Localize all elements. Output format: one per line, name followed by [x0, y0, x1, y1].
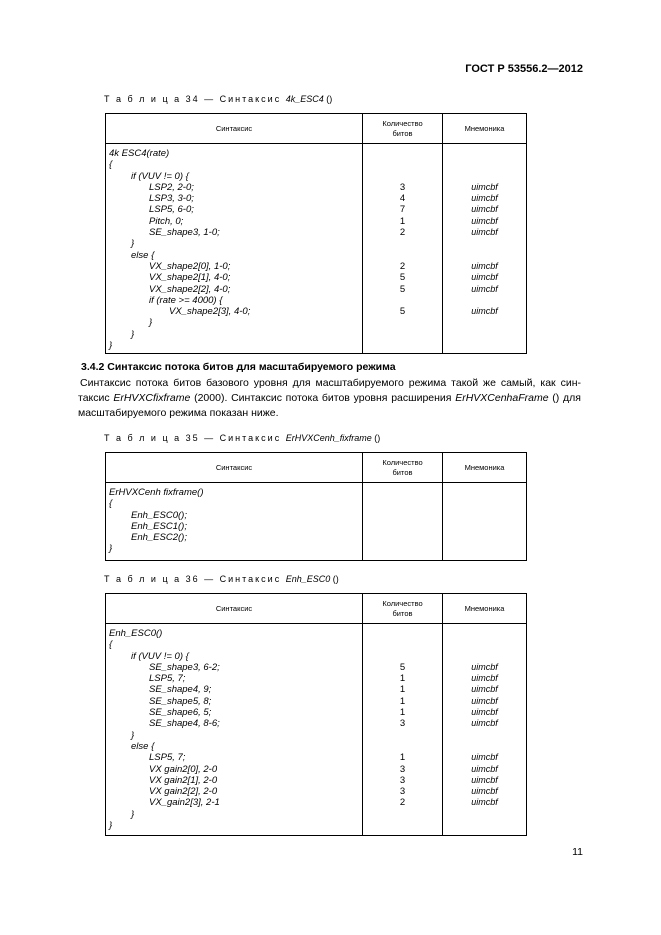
- mnemonic-value: uimcbf: [471, 260, 498, 271]
- bits-value: 3: [399, 763, 406, 775]
- bits-value: [363, 820, 442, 831]
- caption-suffix: (): [330, 574, 339, 584]
- caption-suffix: (): [371, 433, 381, 443]
- mnemonic-value: [443, 651, 526, 662]
- bits-value: 1: [399, 673, 406, 685]
- bits-value: [363, 250, 442, 261]
- bits-cell: [363, 483, 443, 561]
- mnemonic-value: uimcbf: [471, 673, 498, 684]
- mnemonic-value: uimcbf: [471, 181, 498, 192]
- bits-value: [363, 628, 442, 639]
- section-paragraph: [78, 376, 581, 421]
- bits-value: [363, 651, 442, 662]
- mnemonic-value: uimcbf: [471, 272, 498, 283]
- mnemonic-value: uimcbf: [471, 763, 498, 774]
- syntax-line: SE_shape4, 8-6;: [149, 718, 220, 730]
- bits-value: [363, 498, 442, 509]
- mnemonic-value: [443, 487, 526, 498]
- col-bits: Количество битов: [363, 114, 443, 144]
- syntax-line: VX_shape2[1], 4-0;: [149, 272, 231, 284]
- syntax-line: VX gain2[1], 2-0: [149, 774, 218, 786]
- para-term: ErHVXCfixframe: [113, 392, 191, 404]
- bits-value: [363, 340, 442, 351]
- mnemonic-value: uimcbf: [471, 786, 498, 797]
- bits-value: 3: [399, 181, 406, 193]
- bits-value: 1: [399, 695, 406, 707]
- syntax-line: if (rate >= 4000) {: [149, 294, 223, 306]
- caption-suffix: (): [323, 94, 333, 104]
- mnemonic-cell: [443, 144, 527, 354]
- syntax-line: }: [131, 328, 135, 340]
- mnemonic-value: uimcbf: [471, 227, 498, 238]
- bits-value: [363, 329, 442, 340]
- bits-value: [363, 730, 442, 741]
- col-mnemonic: Мнемоника: [443, 453, 527, 483]
- caption-prefix: Т а б л и ц а 35 — Синтаксис: [104, 433, 286, 443]
- bits-value: 4: [399, 193, 406, 205]
- mnemonic-value: uimcbf: [471, 661, 498, 672]
- caption-name: Enh_ESC0: [285, 574, 331, 584]
- caption-prefix: Т а б л и ц а 34 — Синтаксис: [104, 94, 286, 104]
- bits-value: 5: [399, 283, 406, 295]
- syntax-line: }: [109, 820, 113, 832]
- section-heading: 3.4.2 Синтаксис потока битов для масштабируемого режима: [81, 361, 396, 373]
- caption-prefix: Т а б л и ц а 36 — Синтаксис: [104, 574, 286, 584]
- mnemonic-value: [443, 317, 526, 328]
- page-number: 11: [572, 846, 583, 858]
- mnemonic-value: [443, 159, 526, 170]
- caption-name: 4k_ESC4: [285, 94, 324, 104]
- col-mnemonic: Мнемоника: [443, 594, 527, 624]
- para-text: () для масштабируемого режима показан ниже.: [78, 392, 581, 419]
- syntax-line: VX_shape2[0], 1-0;: [149, 260, 231, 272]
- mnemonic-value: [443, 543, 526, 554]
- table35-caption: [104, 433, 380, 443]
- mnemonic-value: [443, 820, 526, 831]
- syntax-line: VX_shape2[3], 4-0;: [169, 306, 251, 318]
- col-bits: Количество битов: [363, 453, 443, 483]
- syntax-line: SE_shape3, 6-2;: [149, 661, 220, 673]
- syntax-line: SE_shape6, 5;: [149, 707, 212, 719]
- mnemonic-value: [443, 532, 526, 543]
- table-34: [105, 113, 527, 354]
- bits-value: [363, 741, 442, 752]
- syntax-line: Enh_ESC2();: [131, 532, 187, 544]
- caption-name: ErHVXCenh_fixframe: [285, 433, 372, 443]
- bits-value: [363, 510, 442, 521]
- syntax-line: SE_shape4, 9;: [149, 684, 212, 696]
- mnemonic-value: [443, 238, 526, 249]
- syntax-cell: [106, 483, 363, 561]
- bits-value: 3: [399, 718, 406, 730]
- syntax-line: {: [109, 639, 113, 651]
- bits-value: 7: [399, 204, 406, 216]
- syntax-cell: [106, 624, 363, 836]
- syntax-line: if (VUV != 0) {: [131, 170, 189, 182]
- mnemonic-value: uimcbf: [471, 774, 498, 785]
- bits-value: [363, 148, 442, 159]
- syntax-line: VX gain2[2], 2-0: [149, 786, 218, 798]
- syntax-line: }: [109, 340, 113, 352]
- syntax-line: LSP5, 6-0;: [149, 204, 194, 216]
- syntax-line: else {: [131, 740, 155, 752]
- mnemonic-value: [443, 295, 526, 306]
- syntax-line: if (VUV != 0) {: [131, 650, 189, 662]
- bits-value: 1: [399, 215, 406, 227]
- mnemonic-value: uimcbf: [471, 193, 498, 204]
- syntax-line: VX_gain2[3], 2-1: [149, 797, 220, 809]
- syntax-line: VX_shape2[2], 4-0;: [149, 283, 231, 295]
- bits-cell: [363, 624, 443, 836]
- bits-value: 1: [399, 684, 406, 696]
- col-mnemonic: Мнемоника: [443, 114, 527, 144]
- syntax-line: else {: [131, 249, 155, 261]
- mnemonic-value: uimcbf: [471, 283, 498, 294]
- document-number: ГОСТ Р 53556.2—2012: [465, 63, 583, 75]
- syntax-line: VX gain2[0], 2-0: [149, 763, 218, 775]
- syntax-cell: [106, 144, 363, 354]
- bits-value: [363, 171, 442, 182]
- mnemonic-value: uimcbf: [471, 306, 498, 317]
- bits-value: [363, 487, 442, 498]
- mnemonic-value: [443, 329, 526, 340]
- syntax-line: Enh_ESC0(): [109, 628, 163, 639]
- col-bits: Количество битов: [363, 594, 443, 624]
- syntax-line: ErHVXCenh fixframe(): [109, 487, 204, 498]
- syntax-line: LSP2, 2-0;: [149, 181, 194, 193]
- bits-value: [363, 238, 442, 249]
- para-text: (2000). Синтаксис потока битов уровня расширения: [190, 392, 456, 404]
- syntax-line: {: [109, 498, 113, 510]
- syntax-line: }: [131, 729, 135, 741]
- mnemonic-value: uimcbf: [471, 695, 498, 706]
- syntax-line: }: [131, 808, 135, 820]
- col-syntax: Синтаксис: [106, 594, 363, 624]
- table-36: [105, 593, 527, 836]
- mnemonic-value: uimcbf: [471, 707, 498, 718]
- mnemonic-value: uimcbf: [471, 215, 498, 226]
- table34-caption: [104, 94, 332, 104]
- syntax-line: Pitch, 0;: [149, 215, 184, 227]
- mnemonic-value: [443, 498, 526, 509]
- table36-caption: [104, 574, 339, 584]
- syntax-line: LSP5, 7;: [149, 673, 186, 685]
- para-text: Синтаксис потока битов базового уровня для масштабируемого режима такой же самый, как син-таксис: [78, 377, 581, 404]
- mnemonic-value: [443, 741, 526, 752]
- bits-value: [363, 159, 442, 170]
- bits-value: [363, 543, 442, 554]
- syntax-line: LSP5, 7;: [149, 752, 186, 764]
- bits-value: 3: [399, 786, 406, 798]
- mnemonic-value: [443, 639, 526, 650]
- syntax-line: SE_shape3, 1-0;: [149, 227, 220, 239]
- mnemonic-value: uimcbf: [471, 752, 498, 763]
- mnemonic-value: [443, 171, 526, 182]
- bits-value: 1: [399, 752, 406, 764]
- table-35: [105, 452, 527, 561]
- bits-value: 2: [399, 260, 406, 272]
- syntax-line: Enh_ESC1();: [131, 520, 187, 532]
- mnemonic-value: uimcbf: [471, 204, 498, 215]
- mnemonic-value: uimcbf: [471, 718, 498, 729]
- mnemonic-value: [443, 250, 526, 261]
- bits-value: 2: [399, 797, 406, 809]
- col-syntax: Синтаксис: [106, 453, 363, 483]
- bits-value: [363, 532, 442, 543]
- bits-value: 5: [399, 306, 406, 318]
- mnemonic-cell: [443, 483, 527, 561]
- mnemonic-value: [443, 730, 526, 741]
- mnemonic-value: [443, 148, 526, 159]
- bits-value: [363, 521, 442, 532]
- syntax-line: Enh_ESC0();: [131, 509, 187, 521]
- mnemonic-value: uimcbf: [471, 797, 498, 808]
- para-term: ErHVXCenhaFrame: [455, 392, 549, 404]
- syntax-line: }: [149, 317, 153, 329]
- bits-value: 1: [399, 707, 406, 719]
- bits-value: 5: [399, 661, 406, 673]
- mnemonic-value: [443, 628, 526, 639]
- mnemonic-cell: [443, 624, 527, 836]
- mnemonic-value: [443, 340, 526, 351]
- syntax-line: }: [131, 238, 135, 250]
- syntax-line: }: [109, 543, 113, 555]
- bits-value: 3: [399, 774, 406, 786]
- syntax-line: {: [109, 159, 113, 171]
- mnemonic-value: [443, 809, 526, 820]
- bits-value: 5: [399, 272, 406, 284]
- bits-value: 2: [399, 227, 406, 239]
- col-syntax: Синтаксис: [106, 114, 363, 144]
- mnemonic-value: [443, 510, 526, 521]
- syntax-line: SE_shape5, 8;: [149, 695, 212, 707]
- mnemonic-value: [443, 521, 526, 532]
- syntax-line: LSP3, 3-0;: [149, 193, 194, 205]
- bits-value: [363, 809, 442, 820]
- bits-value: [363, 317, 442, 328]
- bits-value: [363, 295, 442, 306]
- bits-cell: [363, 144, 443, 354]
- bits-value: [363, 639, 442, 650]
- syntax-line: 4k ESC4(rate): [109, 148, 170, 159]
- mnemonic-value: uimcbf: [471, 684, 498, 695]
